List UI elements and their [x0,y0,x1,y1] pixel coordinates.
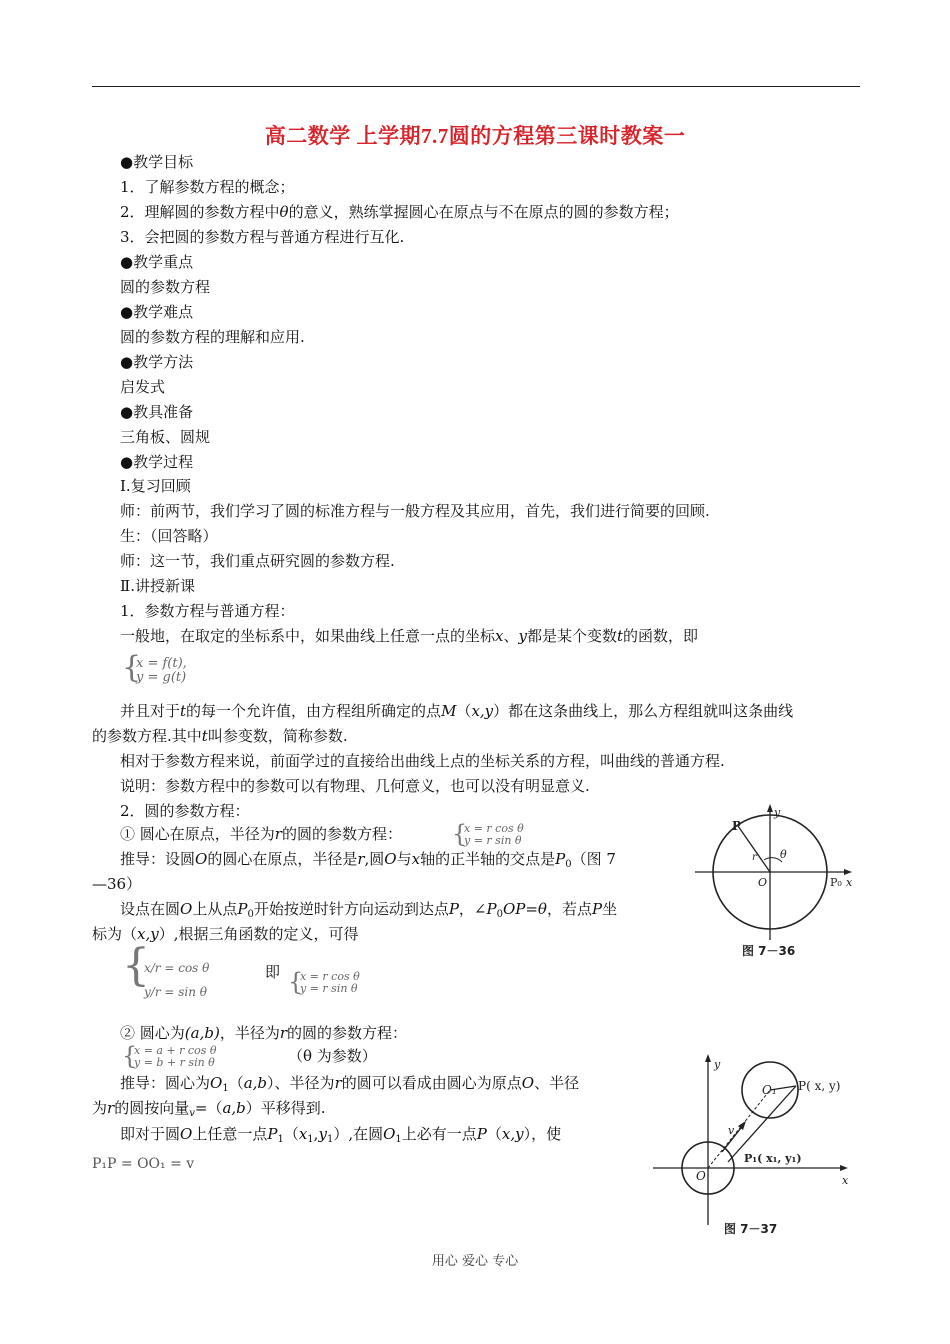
student-line-1: 生：（回答略） [120,527,218,545]
x-axis-arrow-icon [844,869,852,875]
paragraph-parametric-cont: 的参数方程.其中t叫参变数，简称参数. [92,727,348,745]
x-axis-label: x [846,876,853,889]
item-2-heading: 2．圆的参数方程： [120,802,250,820]
header-rule [92,86,860,87]
equivalence-label: 即 [265,963,281,981]
method-text: 启发式 [120,378,166,396]
page-footer: 用心 爱心 专心 [431,1254,519,1269]
key-heading: ●教学重点 [120,253,194,271]
equation-line: x = f(t), [136,656,187,671]
y-axis-label: y [774,806,781,819]
x-axis-arrow-icon [840,1165,848,1171]
origin-label: O [758,876,768,889]
radius-op [738,826,770,872]
derivation-2: 设点在圆O上从点$P_0$开始按逆时针方向运动到达点P，$\angle P_0OP=\theta$，若点P坐 [120,900,618,920]
derivation-4: 即对于圆O上任意一点$P_1(x_1,y_1)$,在圆$O_1$上必有一点P（x,y），使 [120,1125,562,1145]
teacher-line-2: 师：这一节，我们重点研究圆的参数方程. [120,552,395,570]
equation-line: x = r cos θ [464,822,524,835]
point-p-label: P( x, y) [798,1079,841,1093]
derivation-3: 推导：圆心为$O_1(a,b)$、半径为r的圆可以看成由圆心为原点O、半径 [120,1074,580,1094]
page-title: 高二数学 上学期7.7圆的方程第三课时教案一 [264,124,686,148]
section-review: Ⅰ.复习回顾 [120,477,191,495]
paragraph-ordinary: 相对于参数方程来说，前面学过的直接给出曲线上点的坐标关系的方程，叫曲线的普通方程. [120,752,725,770]
figure-caption: 图 7－37 [724,1222,778,1236]
brace-glyph: { [452,820,468,848]
figure-7-37 [648,1050,858,1240]
item-1-heading: 1．参数方程与普通方程： [120,602,295,620]
figure-caption: 图 7－36 [742,944,796,958]
method-heading: ●教学方法 [120,353,194,371]
derivation-1-cont: —36） [92,875,142,893]
vector-equation: P₁P = OO₁ = v [92,1156,195,1172]
equation-system-3 [122,940,262,1002]
goal-2: 2．理解圆的参数方程中θ的意义，熟练掌握圆心在原点与不在原点的圆的参数方程； [120,203,679,221]
tools-text: 三角板、圆规 [120,428,211,446]
equation-line: y/r = sin θ [144,985,208,999]
x-axis-label: x [842,1174,849,1187]
radius-label: r [752,852,757,863]
brace-glyph: { [122,940,150,991]
difficult-text: 圆的参数方程的理解和应用. [120,328,305,346]
equation-line: y = r sin θ [464,834,522,847]
equation-line: y = g(t) [136,670,187,685]
goal-3: 3．会把圆的参数方程与普通方程进行互化. [120,228,405,246]
paragraph-parametric: 并且对于t的每一个允许值，由方程组所确定的点M（x,y）都在这条曲线上，那么方程组就叫这条曲线 [120,702,794,720]
figure-7-36 [690,800,860,965]
point-p-label: P [732,819,742,833]
equation-line: x = a + r cos θ [134,1044,217,1057]
y-axis-arrow-icon [705,1054,711,1062]
derivation-3-cont: 为r的圆按向量$_v$=（a,b）平移得到. [92,1099,326,1119]
teacher-line-1: 师：前两节，我们学习了圆的标准方程与一般方程及其应用，首先，我们进行简要的回顾. [120,502,710,520]
tools-heading: ●教具准备 [120,403,194,421]
equation-line: y = b + r sin θ [134,1056,215,1069]
equation-system-4 [288,970,418,998]
brace-glyph: { [122,650,142,685]
difficult-heading: ●教学难点 [120,303,194,321]
paragraph-note: 说明：参数方程中的参数可以有物理、几何意义，也可以没有明显意义. [120,777,590,795]
case-1-line: ① 圆心在原点，半径为r的圆的参数方程： [120,825,402,843]
equation-line: x = r cos θ [300,970,360,983]
paragraph-definition: 一般地，在取定的坐标系中，如果曲线上任意一点的坐标x、y都是某个变数t的函数，即 [120,627,699,645]
equation-system-5 [122,1044,272,1072]
parameter-note: （θ 为参数） [288,1047,377,1065]
theta-label: θ [780,848,787,861]
brace-glyph: { [122,1042,138,1070]
segment-p1p [728,1086,796,1162]
point-p1-label: P₁( x₁, y₁) [744,1152,802,1165]
key-text: 圆的参数方程 [120,278,211,296]
process-heading: ●教学过程 [120,453,194,471]
derivation-1: 推导：设圆O的圆心在原点，半径是r,圆O与x轴的正半轴的交点是$P_0$（图 7 [120,850,616,870]
y-axis-arrow-icon [767,804,773,812]
brace-glyph: { [288,968,304,996]
goals-heading: ●教学目标 [120,153,194,171]
goal-1: 1．了解参数方程的概念； [120,178,295,196]
y-axis-label: y [714,1058,721,1071]
case-2-line: ② 圆心为(a,b)，半径为r的圆的参数方程： [120,1024,408,1042]
vector-v-label: v [728,1124,735,1137]
point-p0-label: P₀ [830,876,842,889]
equation-line: x/r = cos θ [144,961,210,975]
equation-line: y = r sin θ [300,982,358,995]
derivation-2-cont: 标为（x,y）,根据三角函数的定义，可得 [92,925,359,943]
section-new-lesson: Ⅱ.讲授新课 [120,577,195,595]
equation-system-2 [452,822,572,850]
origin-label: O [696,1169,706,1183]
point-o1-label: O₁ [762,1083,777,1097]
equation-system-1 [122,650,262,686]
